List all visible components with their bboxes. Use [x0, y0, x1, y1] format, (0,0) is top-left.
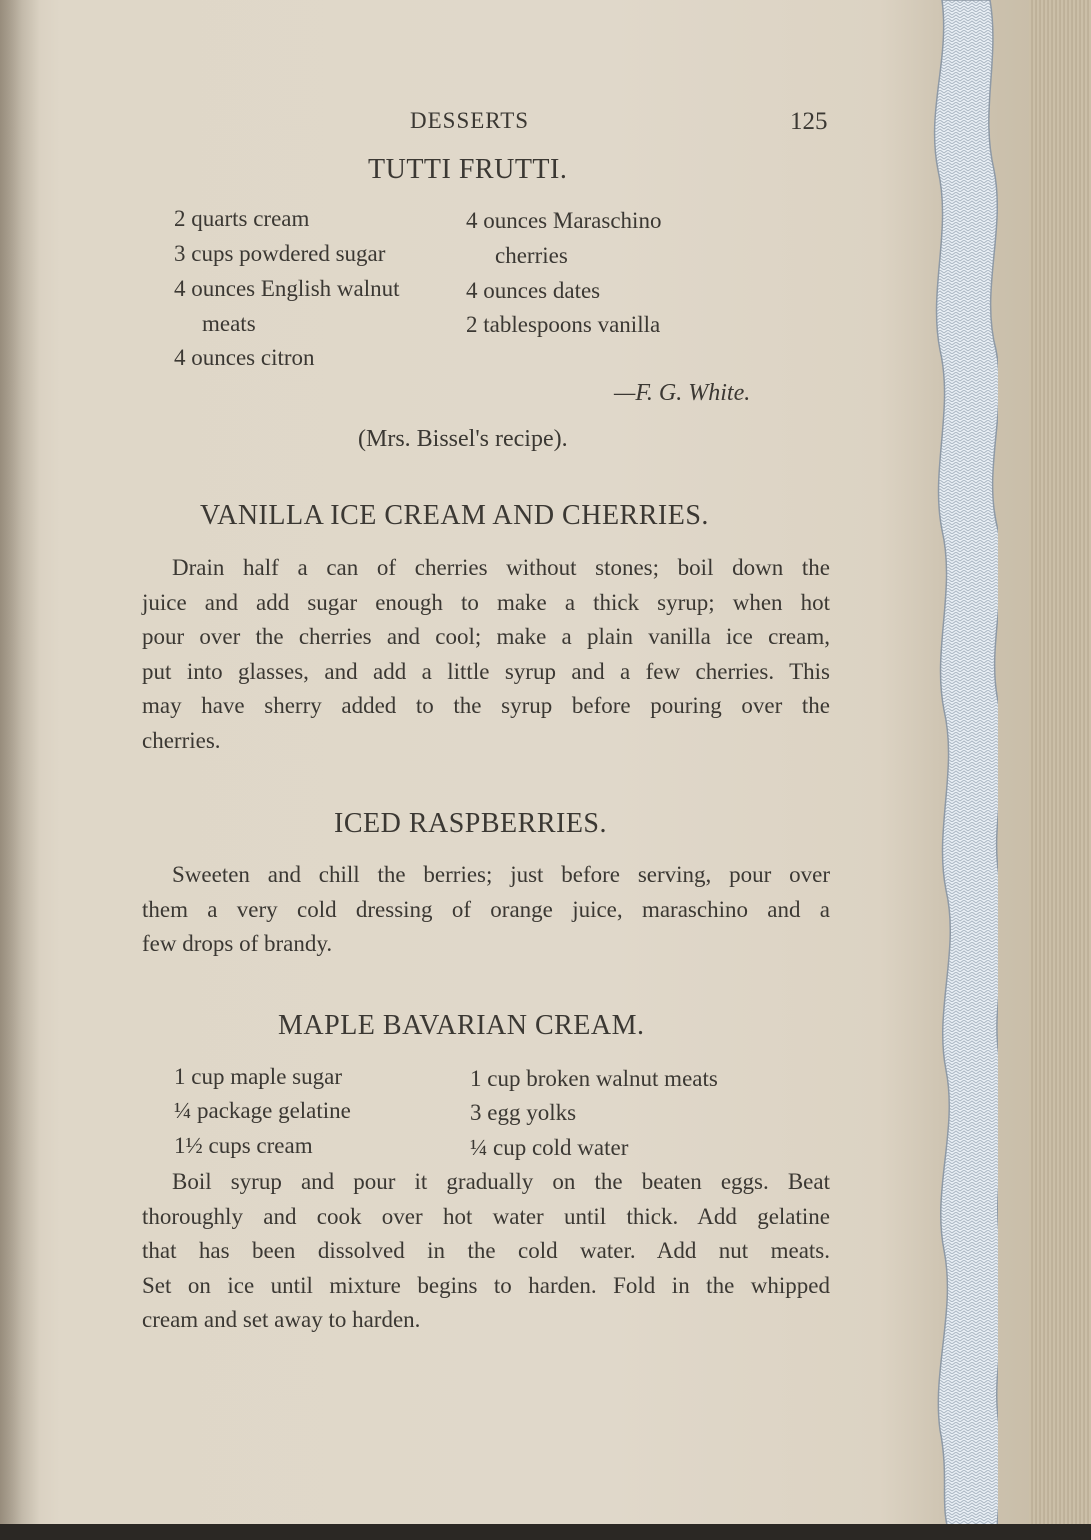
recipe-title: ICED RASPBERRIES.	[334, 808, 607, 839]
recipe-paragraph	[142, 551, 830, 758]
text-line: cream and set away to harden.	[142, 1307, 421, 1332]
ingredient: ¼ package gelatine	[174, 1098, 351, 1123]
recipe-title: VANILLA ICE CREAM AND CHERRIES.	[200, 500, 709, 531]
text-line: thoroughly and cook over hot water until thick. Add gelatine	[142, 1203, 830, 1229]
text-line: cherries.	[142, 727, 221, 753]
gutter-shadow	[0, 0, 40, 1540]
ingredient: 2 tablespoons vanilla	[466, 312, 661, 337]
ingredient: 3 egg yolks	[470, 1100, 577, 1125]
recipe-paragraph	[142, 1165, 830, 1338]
text-line: Set on ice until mixture begins to harden. Fold in the whipped	[142, 1272, 830, 1298]
text-line: Drain half a can of cherries without stones; boil down the	[172, 555, 830, 580]
recipe-title: MAPLE BAVARIAN CREAM.	[278, 1010, 645, 1041]
page-number: 125	[790, 108, 828, 135]
ingredient: 4 ounces citron	[174, 345, 315, 370]
recipe-note: (Mrs. Bissel's recipe).	[358, 426, 568, 452]
text-line: put into glasses, and add a little syrup and a few cherries. This	[142, 658, 830, 684]
text-line: few drops of brandy.	[142, 931, 333, 956]
text-line: pour over the cherries and cool; make a plain vanilla ice cream,	[142, 624, 830, 649]
ingredient: 1½ cups cream	[174, 1133, 313, 1158]
ingredient: ¼ cup cold water	[470, 1135, 629, 1160]
ingredient: cherries	[495, 243, 568, 268]
text-line: that has been dissolved in the cold water. Add nut meats.	[142, 1238, 830, 1263]
running-header: DESSERTS	[410, 108, 530, 133]
ingredient: 1 cup maple sugar	[174, 1064, 342, 1089]
ingredient: 4 ounces dates	[466, 278, 601, 303]
recipe-title: TUTTI FRUTTI.	[368, 154, 568, 185]
recipe-paragraph	[142, 858, 830, 962]
text-line: Boil syrup and pour it gradually on the beaten eggs. Beat	[172, 1169, 830, 1194]
ingredient: 3 cups powdered sugar	[174, 241, 386, 266]
ribbon-bookmark	[928, 0, 998, 1540]
text-line: Sweeten and chill the berries; just before serving, pour over	[172, 862, 830, 887]
bottom-edge	[0, 1524, 1091, 1540]
ingredient: 2 quarts cream	[174, 206, 310, 231]
text-line: may have sherry added to the syrup before pouring over the	[142, 693, 830, 718]
ingredient: 4 ounces Maraschino	[466, 208, 662, 233]
text-line: them a very cold dressing of orange juice, maraschino and a	[142, 896, 830, 922]
ingredient: meats	[202, 311, 256, 336]
ingredient: 4 ounces English walnut	[174, 276, 400, 301]
ingredient: 1 cup broken walnut meats	[470, 1066, 718, 1091]
text-line: juice and add sugar enough to make a thick syrup; when hot	[142, 589, 830, 615]
page-edges	[1029, 0, 1091, 1540]
attribution: —F. G. White.	[614, 380, 751, 406]
